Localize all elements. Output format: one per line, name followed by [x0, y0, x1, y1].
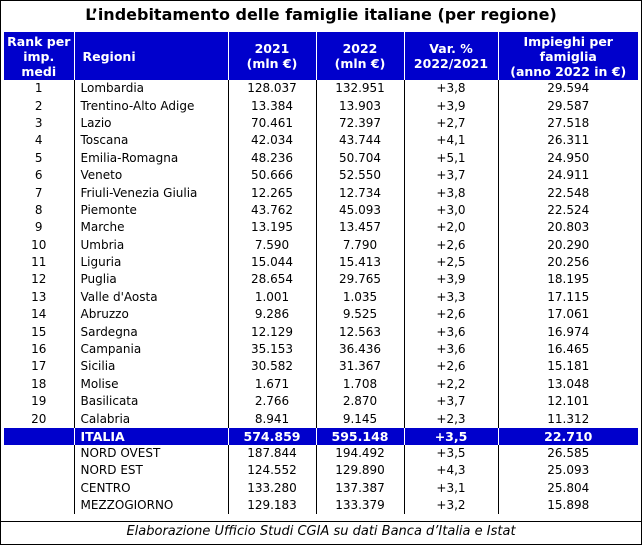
rank-cell: 13 [31, 289, 47, 304]
value-2021-cell: 35.153 [228, 341, 316, 358]
variation-cell: +3,5 [404, 445, 498, 462]
col-header-var: Var. % 2022/2021 [404, 32, 498, 80]
rank-cell: 12 [31, 272, 47, 287]
region-cell: Lombardia [74, 80, 228, 97]
table-row [4, 376, 638, 393]
region-cell: Umbria [74, 237, 228, 254]
rank-cell: 7 [34, 185, 43, 200]
region-cell: NORD OVEST [74, 445, 228, 462]
variation-cell: +3,2 [404, 497, 498, 514]
value-2021-cell: 50.666 [228, 167, 316, 184]
value-2022-cell: 13.903 [316, 97, 404, 114]
per-family-cell: 13.048 [498, 376, 638, 393]
rank-cell-empty [4, 445, 74, 462]
rank-cell: 4 [34, 133, 43, 148]
rank-cell: 5 [34, 150, 43, 165]
table-row [4, 254, 638, 271]
rank-cell: 1 [34, 81, 43, 96]
variation-cell: +3,3 [404, 289, 498, 306]
per-family-cell: 24.950 [498, 150, 638, 167]
variation-cell: +3,6 [404, 323, 498, 340]
region-cell: Friuli-Venezia Giulia [74, 184, 228, 201]
region-cell: Veneto [74, 167, 228, 184]
variation-cell: +3,1 [404, 480, 498, 497]
value-2022-cell: 132.951 [316, 80, 404, 97]
per-family-cell: 27.518 [498, 115, 638, 132]
value-2022-cell: 36.436 [316, 341, 404, 358]
value-2021-cell: 43.762 [228, 202, 316, 219]
value-2022-cell: 1.708 [316, 376, 404, 393]
value-2021-cell: 13.384 [228, 97, 316, 114]
variation-cell: +3,8 [404, 184, 498, 201]
value-2021-cell: 12.265 [228, 184, 316, 201]
table-row [4, 289, 638, 306]
table-row [4, 80, 638, 97]
debt-table [4, 32, 638, 514]
variation-cell: +4,3 [404, 462, 498, 479]
value-2022-cell: 43.744 [316, 132, 404, 149]
table-row [4, 167, 638, 184]
value-2022-cell: 13.457 [316, 219, 404, 236]
value-2021-cell: 12.129 [228, 323, 316, 340]
region-cell: Campania [74, 341, 228, 358]
variation-cell: +3,5 [404, 428, 498, 445]
value-2022-cell: 595.148 [316, 428, 404, 445]
value-2021-cell: 1.671 [228, 376, 316, 393]
per-family-cell: 15.181 [498, 358, 638, 375]
per-family-cell: 20.290 [498, 237, 638, 254]
value-2021-cell: 42.034 [228, 132, 316, 149]
value-2021-cell: 129.183 [228, 497, 316, 514]
value-2022-cell: 2.870 [316, 393, 404, 410]
per-family-cell: 17.115 [498, 289, 638, 306]
per-family-cell: 18.195 [498, 271, 638, 288]
value-2021-cell: 28.654 [228, 271, 316, 288]
value-2021-cell: 1.001 [228, 289, 316, 306]
value-2022-cell: 194.492 [316, 445, 404, 462]
per-family-cell: 26.585 [498, 445, 638, 462]
variation-cell: +5,1 [404, 150, 498, 167]
value-2021-cell: 48.236 [228, 150, 316, 167]
table-row [4, 115, 638, 132]
variation-cell: +2,3 [404, 410, 498, 427]
table-row [4, 306, 638, 323]
variation-cell: +2,6 [404, 306, 498, 323]
per-family-cell: 26.311 [498, 132, 638, 149]
rank-cell: 18 [31, 376, 47, 391]
region-cell: Piemonte [74, 202, 228, 219]
value-2022-cell: 12.563 [316, 323, 404, 340]
per-family-cell: 22.710 [498, 428, 638, 445]
value-2022-cell: 52.550 [316, 167, 404, 184]
per-family-cell: 16.974 [498, 323, 638, 340]
variation-cell: +3,6 [404, 341, 498, 358]
col-header-2022: 2022 (mln €) [316, 32, 404, 80]
value-2022-cell: 31.367 [316, 358, 404, 375]
region-cell: Marche [74, 219, 228, 236]
region-cell: NORD EST [74, 462, 228, 479]
value-2021-cell: 15.044 [228, 254, 316, 271]
value-2021-cell: 9.286 [228, 306, 316, 323]
variation-cell: +3,9 [404, 97, 498, 114]
per-family-cell: 11.312 [498, 410, 638, 427]
region-cell: ITALIA [74, 428, 228, 445]
area-row [4, 480, 638, 497]
per-family-cell: 29.587 [498, 97, 638, 114]
total-row [4, 428, 638, 445]
rank-cell-empty [4, 462, 74, 479]
per-family-cell: 16.465 [498, 341, 638, 358]
page-title: L’indebitamento delle famiglie italiane (per regione) [85, 5, 557, 24]
col-header-rank: Rank per imp. medi [4, 32, 74, 80]
variation-cell: +3,7 [404, 167, 498, 184]
value-2022-cell: 1.035 [316, 289, 404, 306]
region-cell: Basilicata [74, 393, 228, 410]
region-cell: CENTRO [74, 480, 228, 497]
rank-cell-empty [4, 497, 74, 514]
col-header-per-family: Impieghi per famiglia (anno 2022 in €) [498, 32, 638, 80]
variation-cell: +2,6 [404, 358, 498, 375]
value-2022-cell: 12.734 [316, 184, 404, 201]
region-cell: Lazio [74, 115, 228, 132]
rank-cell-empty [4, 428, 74, 445]
region-cell: Emilia-Romagna [74, 150, 228, 167]
header-row [4, 32, 638, 80]
variation-cell: +3,7 [404, 393, 498, 410]
per-family-cell: 25.804 [498, 480, 638, 497]
region-cell: Sicilia [74, 358, 228, 375]
area-row [4, 462, 638, 479]
region-cell: Puglia [74, 271, 228, 288]
value-2022-cell: 133.379 [316, 497, 404, 514]
rank-cell: 17 [31, 359, 47, 374]
rank-cell: 3 [34, 115, 43, 130]
value-2021-cell: 574.859 [228, 428, 316, 445]
variation-cell: +4,1 [404, 132, 498, 149]
value-2021-cell: 187.844 [228, 445, 316, 462]
per-family-cell: 29.594 [498, 80, 638, 97]
variation-cell: +2,2 [404, 376, 498, 393]
rank-cell-empty [4, 480, 74, 497]
table-row [4, 184, 638, 201]
per-family-cell: 22.548 [498, 184, 638, 201]
value-2022-cell: 137.387 [316, 480, 404, 497]
rank-cell: 11 [31, 255, 47, 270]
rank-cell: 2 [34, 98, 43, 113]
value-2022-cell: 9.525 [316, 306, 404, 323]
value-2021-cell: 70.461 [228, 115, 316, 132]
area-row [4, 445, 638, 462]
variation-cell: +2,6 [404, 237, 498, 254]
region-cell: Abruzzo [74, 306, 228, 323]
variation-cell: +2,5 [404, 254, 498, 271]
table-row [4, 393, 638, 410]
table-row [4, 358, 638, 375]
per-family-cell: 25.093 [498, 462, 638, 479]
table-row [4, 150, 638, 167]
value-2021-cell: 30.582 [228, 358, 316, 375]
region-cell: Toscana [74, 132, 228, 149]
region-cell: Valle d'Aosta [74, 289, 228, 306]
value-2021-cell: 8.941 [228, 410, 316, 427]
rank-cell: 15 [31, 324, 47, 339]
variation-cell: +3,9 [404, 271, 498, 288]
col-header-2021: 2021 (mln €) [228, 32, 316, 80]
per-family-cell: 15.898 [498, 497, 638, 514]
table-row [4, 323, 638, 340]
per-family-cell: 20.256 [498, 254, 638, 271]
per-family-cell: 12.101 [498, 393, 638, 410]
value-2022-cell: 7.790 [316, 237, 404, 254]
variation-cell: +3,8 [404, 80, 498, 97]
table-row [4, 202, 638, 219]
value-2022-cell: 72.397 [316, 115, 404, 132]
variation-cell: +2,7 [404, 115, 498, 132]
rank-cell: 8 [34, 202, 43, 217]
rank-cell: 14 [31, 307, 47, 322]
value-2022-cell: 45.093 [316, 202, 404, 219]
value-2022-cell: 129.890 [316, 462, 404, 479]
region-cell: Molise [74, 376, 228, 393]
value-2021-cell: 124.552 [228, 462, 316, 479]
value-2022-cell: 29.765 [316, 271, 404, 288]
table-row [4, 410, 638, 427]
rank-cell: 10 [31, 237, 47, 252]
value-2021-cell: 2.766 [228, 393, 316, 410]
table-row [4, 97, 638, 114]
region-cell: Liguria [74, 254, 228, 271]
region-cell: MEZZOGIORNO [74, 497, 228, 514]
value-2022-cell: 15.413 [316, 254, 404, 271]
value-2022-cell: 50.704 [316, 150, 404, 167]
table-row [4, 271, 638, 288]
variation-cell: +3,0 [404, 202, 498, 219]
value-2021-cell: 7.590 [228, 237, 316, 254]
rank-cell: 6 [34, 168, 43, 183]
region-cell: Calabria [74, 410, 228, 427]
rank-cell: 9 [34, 220, 43, 235]
source-note: Elaborazione Ufficio Studi CGIA su dati Banca d’Italia e Istat [1, 521, 641, 542]
per-family-cell: 22.524 [498, 202, 638, 219]
value-2021-cell: 128.037 [228, 80, 316, 97]
per-family-cell: 20.803 [498, 219, 638, 236]
table-row [4, 132, 638, 149]
table-row [4, 219, 638, 236]
per-family-cell: 17.061 [498, 306, 638, 323]
value-2022-cell: 9.145 [316, 410, 404, 427]
per-family-cell: 24.911 [498, 167, 638, 184]
region-cell: Trentino-Alto Adige [74, 97, 228, 114]
area-row [4, 497, 638, 514]
rank-cell: 19 [31, 394, 47, 409]
value-2021-cell: 13.195 [228, 219, 316, 236]
col-header-region: Regioni [74, 32, 228, 80]
rank-cell: 20 [31, 411, 47, 426]
value-2021-cell: 133.280 [228, 480, 316, 497]
region-cell: Sardegna [74, 323, 228, 340]
table-row [4, 341, 638, 358]
variation-cell: +2,0 [404, 219, 498, 236]
table-row [4, 237, 638, 254]
table-body [4, 80, 638, 514]
rank-cell: 16 [31, 342, 47, 357]
